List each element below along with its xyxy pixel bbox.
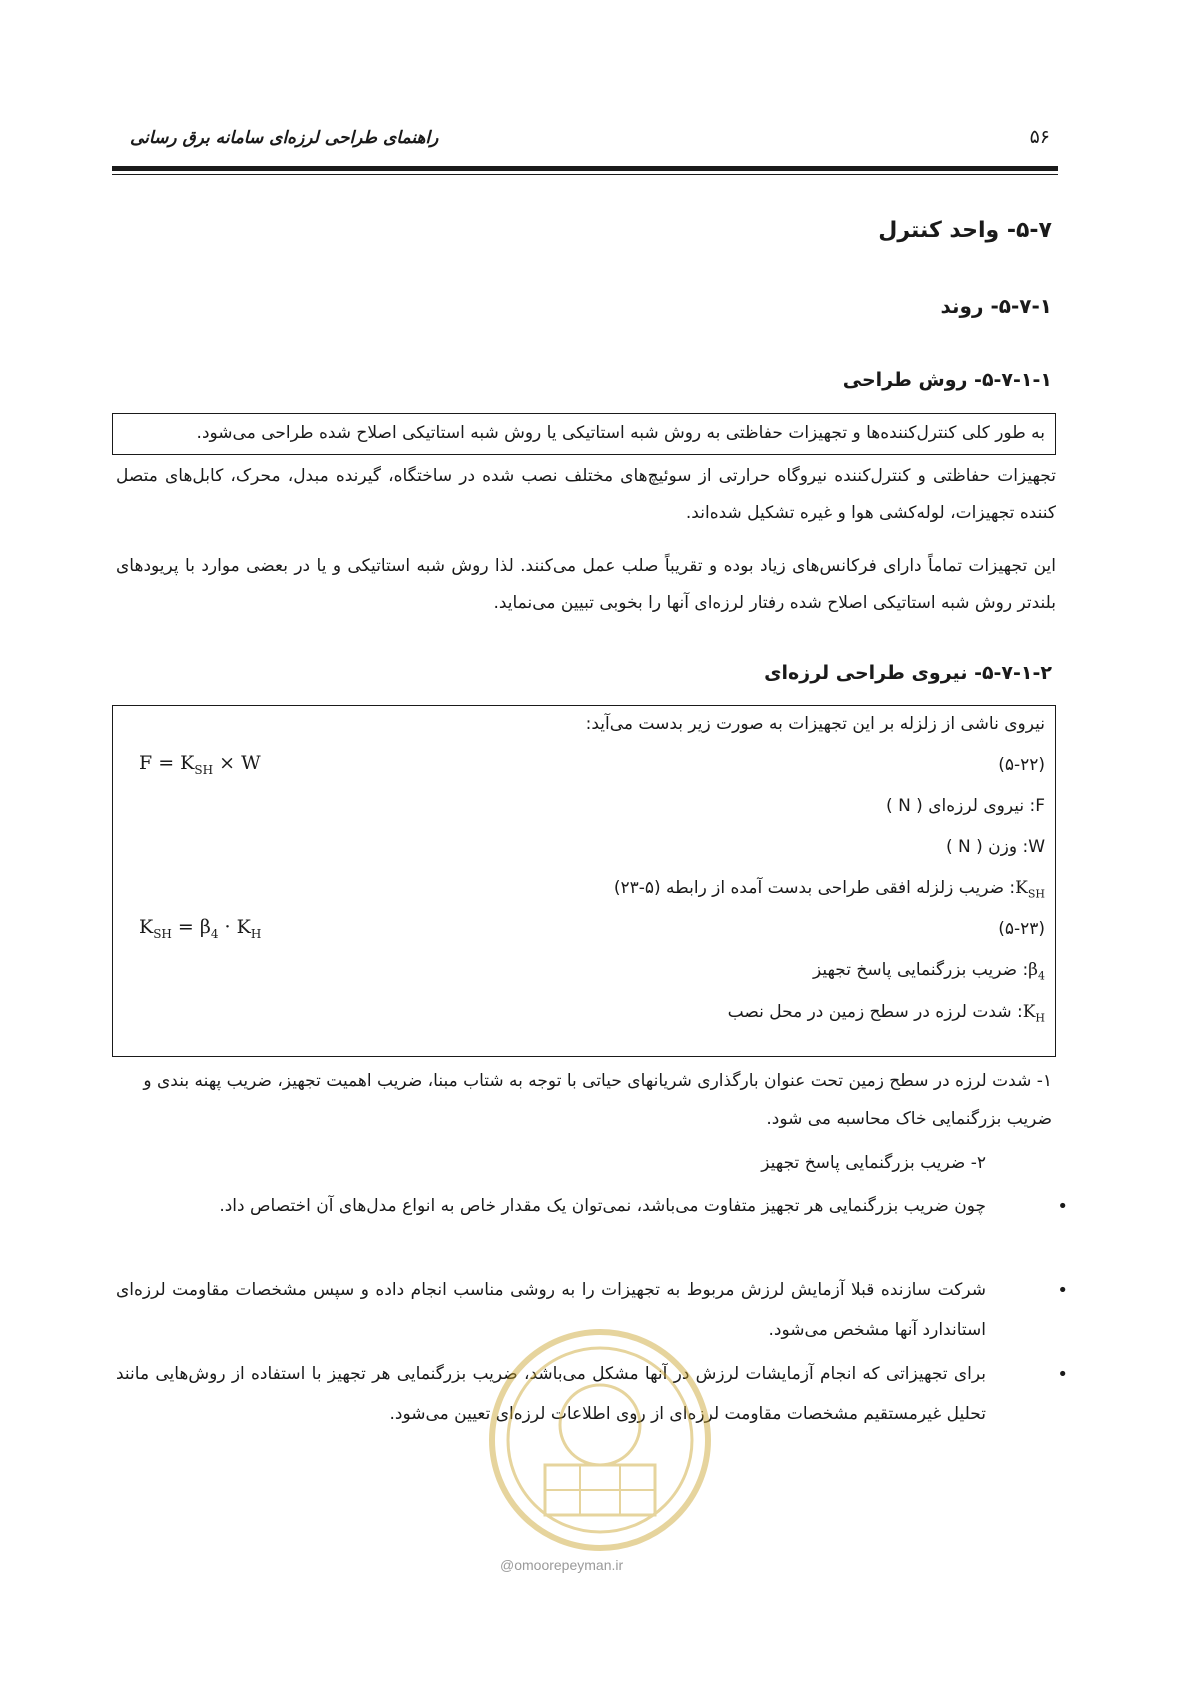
bullet-item: برای تجهیزاتی که انجام آزمایشات لرزش در آنها مشکل می‌باشد، ضریب بزرگنمایی هر تجهیز با استفاده از روش‌هایی مانند تحلیل غیرمستقیم مشخصات مقاومت لرزه‌ای از روی اطلاعات لرزه‌ای تعیین می‌شود. xyxy=(116,1364,986,1424)
definition-beta4: $\beta_4$: ضریب بزرگنمایی پاسخ تجهیز xyxy=(812,960,1045,983)
paragraph-2: این تجهیزات تماماً دارای فرکانس‌های زیاد بوده و تقریباً صلب عمل می‌کنند. لذا روش شبه استاتیکی و یا در بعضی موارد با پریودهای بلندتر روش شبه استاتیکی اصلاح شده رفتار لرزه‌ای آنها را بخوبی تبیین می‌نماید. xyxy=(116,556,1056,613)
paragraph-1: تجهیزات حفاظتی و کنترل‌کننده نیروگاه حرارتی از سوئیچ‌های مختلف نصب شده در ساختگاه، گیرنده مبدل، محرک، کابل‌های متصل کننده تجهیزات، لوله‌کشی هوا و غیره تشکیل شده‌اند. xyxy=(116,466,1056,523)
equation-2: $K_{SH} = \beta_4 \cdot K_H$ xyxy=(139,916,262,941)
definition-KSH: $K_{SH}$: ضریب زلزله افقی طراحی بدست آمده از رابطه (۵-۲۳) xyxy=(613,878,1045,901)
page-number: ۵۶ xyxy=(1029,126,1050,148)
equation-1: $F = K_{SH} \times W$ xyxy=(139,752,261,777)
bullet-marker: • xyxy=(1057,1280,1068,1301)
bullet-marker: • xyxy=(1057,1196,1068,1217)
bullet-marker: • xyxy=(1057,1364,1068,1385)
section-heading: ۵-۷- واحد کنترل xyxy=(878,218,1052,243)
seal-watermark-icon xyxy=(485,1325,715,1555)
bullet-item: شرکت سازنده قبلا آزمایش لرزش مربوط به تجهیزات را به روشی مناسب انجام داده و سپس مشخصات مقاومت لرزه‌ای استاندارد آنها مشخص می‌شود. xyxy=(116,1280,986,1340)
bullet-item: چون ضریب بزرگنمایی هر تجهیز متفاوت می‌باشد، نمی‌توان یک مقدار خاص به انواع مدل‌های آن اختصاص داد. xyxy=(219,1196,986,1216)
watermark-url: @omoorepeyman.ir xyxy=(500,1557,624,1573)
note-2: ۲- ضریب بزرگنمایی پاسخ تجهیز xyxy=(761,1153,986,1173)
header-rule-thick xyxy=(112,166,1058,171)
running-header-title: راهنمای طراحی لرزه‌ای سامانه برق رسانی xyxy=(130,128,439,148)
formula-box xyxy=(112,705,1056,1057)
header-rule-thin xyxy=(112,174,1058,175)
seismic-force-heading: ۵-۷-۱-۲- نیروی طراحی لرزه‌ای xyxy=(764,662,1052,684)
eq1-number: (۵-۲۲) xyxy=(998,755,1045,775)
design-method-heading: ۵-۷-۱-۱- روش طراحی xyxy=(842,369,1052,391)
definition-W: W: وزن ( N ) xyxy=(945,837,1045,857)
boxed-statement-text: به طور کلی کنترل‌کننده‌ها و تجهیزات حفاظتی به روش شبه استاتیکی یا روش شبه استاتیکی اصلاح شده طراحی می‌شود. xyxy=(196,423,1045,443)
definition-KH: $K_H$: شدت لرزه در سطح زمین در محل نصب xyxy=(727,1002,1045,1025)
subsection-heading: ۵-۷-۱- روند xyxy=(940,294,1052,318)
definition-F: F: نیروی لرزه‌ای ( N ) xyxy=(886,796,1045,816)
formula-intro: نیروی ناشی از زلزله بر این تجهیزات به صورت زیر بدست می‌آید: xyxy=(585,714,1045,734)
boxed-statement xyxy=(112,413,1056,455)
eq2-number: (۵-۲۳) xyxy=(998,919,1045,939)
note-1: ۱- شدت لرزه در سطح زمین تحت عنوان بارگذاری شریانهای حیاتی با توجه به شتاب مبنا، ضریب اهمیت تجهیز، ضریب پهنه بندی و ضریب بزرگنمایی خاک محاسبه می شود. xyxy=(143,1071,1052,1129)
